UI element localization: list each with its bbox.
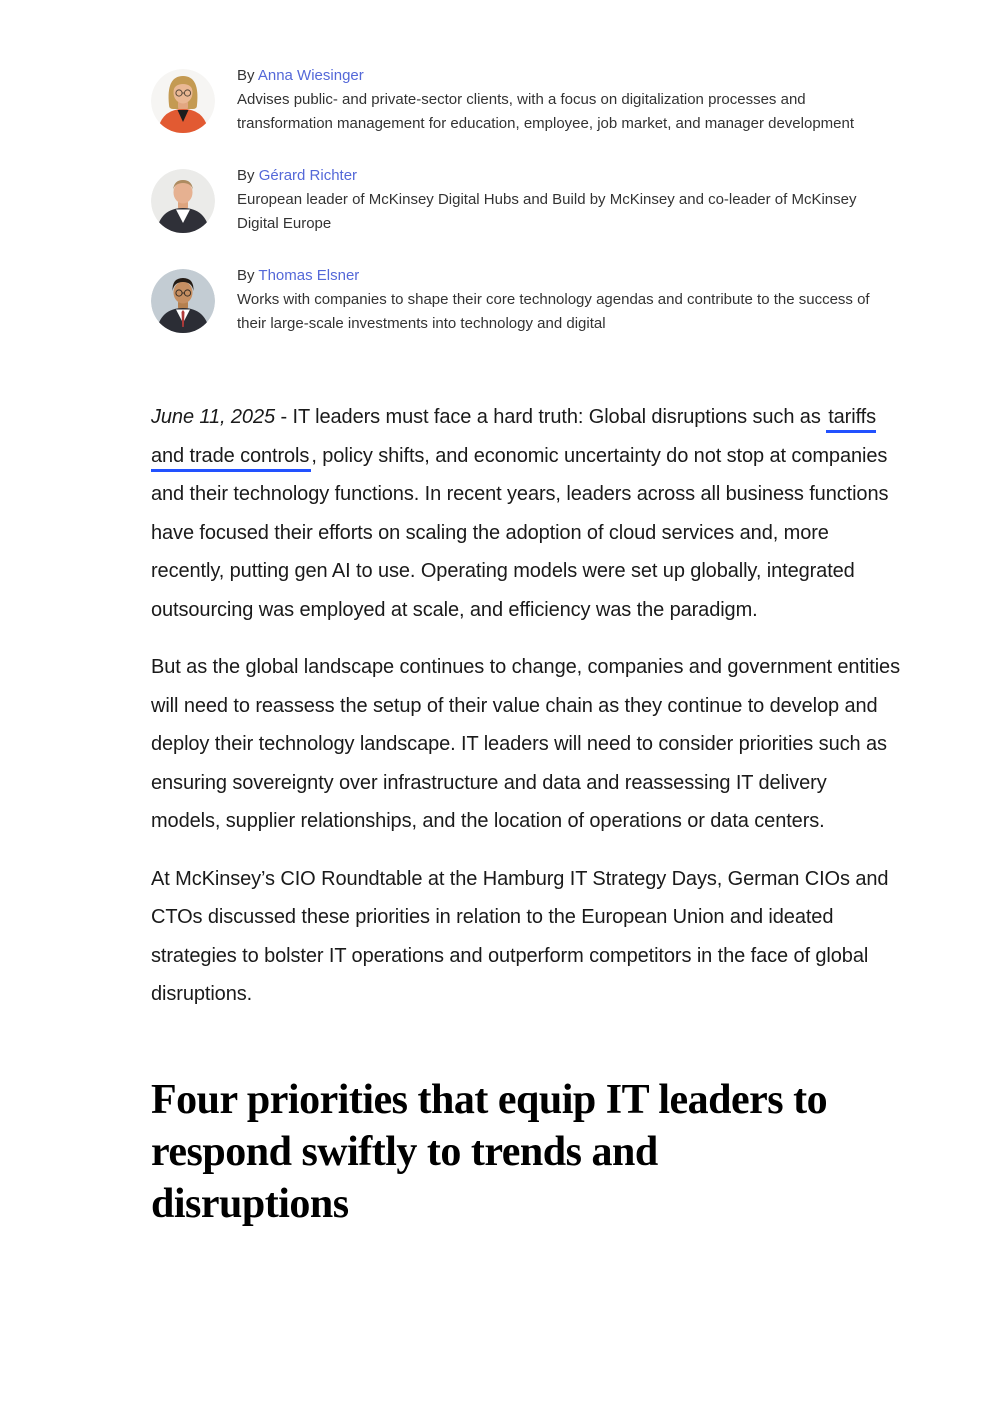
byline-name-line <box>237 164 897 188</box>
thomas-elsner-portrait-icon <box>151 269 215 333</box>
gerard-richter-portrait-icon <box>151 169 215 233</box>
by-label: By <box>237 267 255 284</box>
by-label: By <box>237 167 255 184</box>
byline-row-thomas-elsner <box>151 264 911 336</box>
paragraph-text: , policy shifts, and economic uncertainty do not stop at companies and their technology functions. In recent years, leaders across all business functions have focused their efforts on scaling the adoption of cloud services and, more recently, putting gen AI to use. Operating models were set up globally, integrated outsourcing was employed at scale, and efficiency was the paradigm. <box>151 444 889 621</box>
article-paragraph-2: But as the global landscape continues to change, companies and government entities will need to reassess the setup of their value chain as they continue to develop and deploy their technology landscape. IT leaders will need to consider priorities such as ensuring sovereignty over infrastructure and data and reassessing IT delivery models, supplier relationships, and the location of operations or data centers. <box>151 656 900 832</box>
author-name-link-gerard-richter[interactable]: Gérard Richter <box>258 167 358 184</box>
author-name-link-anna-wiesinger[interactable]: Anna Wiesinger <box>257 67 364 84</box>
author-bio: Works with companies to shape their core technology agendas and contribute to the success of their large-scale investments into technology and digital <box>237 291 870 332</box>
anna-wiesinger-portrait-icon <box>151 69 215 133</box>
section-heading <box>151 1074 911 1230</box>
author-avatar-anna-wiesinger[interactable] <box>151 69 215 133</box>
heading-line: respond swiftly to trends and <box>151 1128 658 1175</box>
by-label: By <box>237 67 255 84</box>
author-bio: Advises public- and private-sector clients, with a focus on digitalization processes and transformation management for education, employee, job market, and manager development <box>237 91 855 132</box>
author-avatar-gerard-richter[interactable] <box>151 169 215 233</box>
byline-name-line <box>237 264 897 288</box>
author-bio: European leader of McKinsey Digital Hubs and Build by McKinsey and co-leader of McKinsey Digital Europe <box>237 191 857 232</box>
byline-row-gerard-richter <box>151 164 911 236</box>
article-date: June 11, 2025 <box>151 406 275 428</box>
byline-row-anna-wiesinger <box>151 64 911 136</box>
paragraph-text: - IT leaders must face a hard truth: Global disruptions such as <box>280 406 821 428</box>
article-body <box>151 398 911 1230</box>
author-name-link-thomas-elsner[interactable]: Thomas Elsner <box>258 267 360 284</box>
byline-name-line <box>237 64 897 88</box>
tariffs-trade-controls-link[interactable]: tariffs and trade controls <box>151 406 876 472</box>
author-avatar-thomas-elsner[interactable] <box>151 269 215 333</box>
article-page <box>151 0 911 1230</box>
article-paragraph-3: At McKinsey’s CIO Roundtable at the Hamburg IT Strategy Days, German CIOs and CTOs discussed these priorities in relation to the European Union and ideated strategies to bolster IT operations and outperform competitors in the face of global disruptions. <box>151 867 889 1005</box>
heading-line: Four priorities that equip IT leaders to <box>151 1076 828 1123</box>
heading-line: disruptions <box>151 1180 349 1227</box>
article-paragraph-1 <box>151 398 901 629</box>
